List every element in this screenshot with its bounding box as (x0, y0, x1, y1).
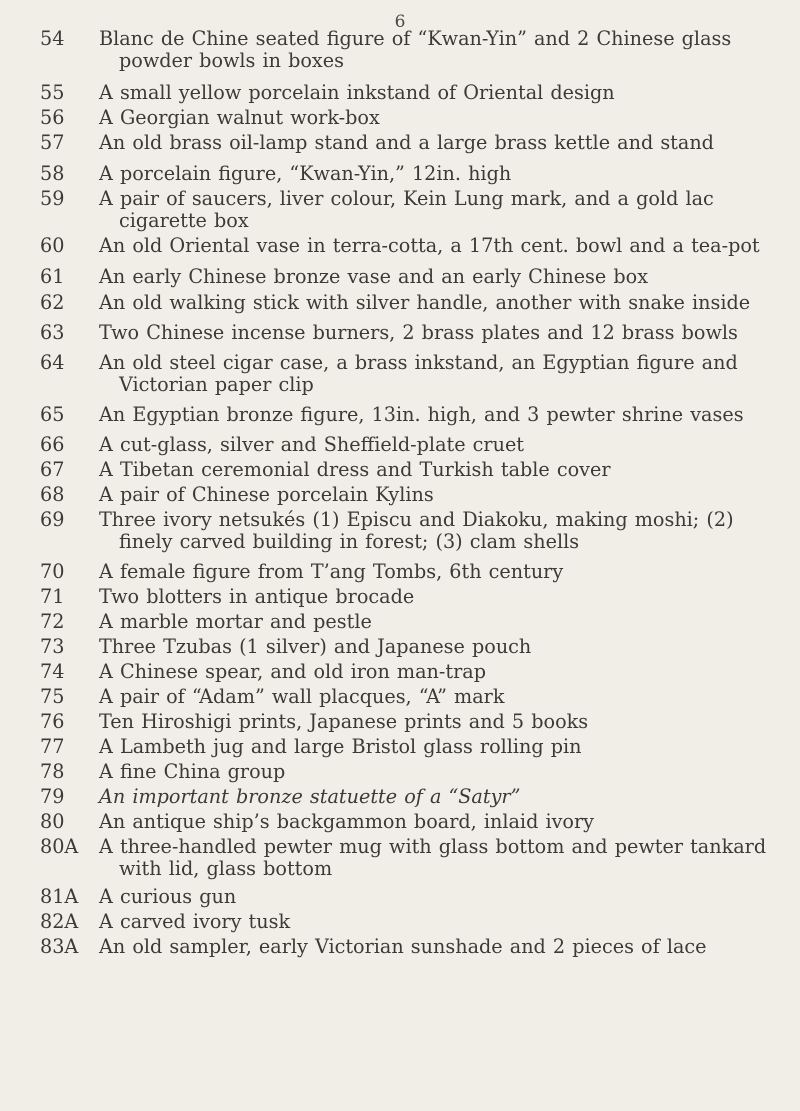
lot-description: A curious gun (99, 885, 237, 908)
lot-description: A marble mortar and pestle (99, 610, 372, 633)
lot-number: 58 (40, 162, 65, 185)
lot-number: 78 (40, 760, 65, 783)
lot-description: A Tibetan ceremonial dress and Turkish table cover (99, 458, 611, 481)
lot-description: Two Chinese incense burners, 2 brass plates and 12 brass bowls (99, 321, 738, 344)
lot-description: A female figure from T’ang Tombs, 6th century (99, 560, 564, 583)
lot-number: 81A (40, 885, 79, 908)
lot-number: 82A (40, 910, 79, 933)
lot-item (40, 661, 785, 683)
lot-number: 76 (40, 710, 65, 733)
lot-item (40, 911, 785, 933)
lot-number: 61 (40, 265, 65, 288)
lot-description: An old sampler, early Victorian sunshade and 2 pieces of lace (99, 935, 707, 958)
lot-description: Two blotters in antique brocade (99, 585, 415, 608)
lot-item (40, 636, 785, 658)
lot-item (40, 163, 785, 185)
lot-number: 77 (40, 735, 65, 758)
page-number: 6 (394, 12, 406, 32)
lot-item (40, 235, 785, 257)
lot-number: 71 (40, 585, 65, 608)
lot-item (40, 611, 785, 633)
lot-number: 80A (40, 835, 79, 858)
lot-number: 63 (40, 321, 65, 344)
lot-number: 80 (40, 810, 65, 833)
lot-item (40, 107, 785, 129)
lot-description: A pair of saucers, liver colour, Kein Lung mark, and a gold lac cigarette box (99, 187, 714, 232)
lot-description: A carved ivory tusk (99, 910, 291, 933)
lot-item (40, 322, 785, 344)
lot-number: 57 (40, 131, 65, 154)
lot-item (40, 761, 785, 783)
lot-item (40, 736, 785, 758)
lot-description: An early Chinese bronze vase and an early Chinese box (99, 265, 649, 288)
lot-description: An old Oriental vase in terra-cotta, a 17th cent. bowl and a tea-pot (99, 234, 760, 257)
lot-item (40, 292, 785, 314)
lot-number: 56 (40, 106, 65, 129)
lot-description: An old walking stick with silver handle, another with snake inside (99, 291, 751, 314)
lot-item (40, 936, 785, 958)
lot-item (40, 711, 785, 733)
lot-description: A pair of “Adam” wall placques, “A” mark (99, 685, 505, 708)
lot-item (40, 561, 785, 583)
lot-number: 75 (40, 685, 65, 708)
lot-description: A Georgian walnut work-box (99, 106, 380, 129)
lot-description: Three ivory netsukés (1) Episcu and Diakoku, making moshi; (2) finely carved building in forest; (3) clam shells (99, 508, 734, 553)
lot-item (40, 586, 785, 608)
lot-number: 79 (40, 785, 65, 808)
lot-item (40, 188, 785, 232)
lot-description: A Chinese spear, and old iron man-trap (99, 660, 486, 683)
lot-number: 83A (40, 935, 79, 958)
lot-description: A pair of Chinese porcelain Kylins (99, 483, 434, 506)
lot-number: 74 (40, 660, 65, 683)
lot-number: 67 (40, 458, 65, 481)
lot-item (40, 28, 785, 72)
lot-description: Blanc de Chine seated figure of “Kwan-Yin” and 2 Chinese glass powder bowls in boxes (99, 27, 732, 72)
lot-item (40, 484, 785, 506)
lot-item (40, 459, 785, 481)
lot-list (40, 28, 785, 958)
lot-item (40, 786, 785, 808)
lot-description: A fine China group (99, 760, 286, 783)
lot-number: 66 (40, 433, 65, 456)
lot-description: A three-handled pewter mug with glass bottom and pewter tankard with lid, glass bottom (99, 835, 767, 880)
lot-number: 72 (40, 610, 65, 633)
lot-item (40, 404, 785, 426)
lot-description: An old brass oil-lamp stand and a large brass kettle and stand (99, 131, 714, 154)
lot-item (40, 836, 785, 880)
lot-description: A porcelain figure, “Kwan-Yin,” 12in. high (99, 162, 512, 185)
lot-description: An Egyptian bronze figure, 13in. high, and 3 pewter shrine vases (99, 403, 744, 426)
lot-item (40, 686, 785, 708)
lot-number: 73 (40, 635, 65, 658)
lot-description: Three Tzubas (1 silver) and Japanese pouch (99, 635, 532, 658)
lot-description: A small yellow porcelain inkstand of Oriental design (99, 81, 615, 104)
lot-number: 70 (40, 560, 65, 583)
lot-description: Ten Hiroshigi prints, Japanese prints and 5 books (99, 710, 589, 733)
lot-item (40, 811, 785, 833)
lot-item (40, 886, 785, 908)
lot-number: 55 (40, 81, 65, 104)
lot-description: An antique ship’s backgammon board, inlaid ivory (99, 810, 594, 833)
lot-item (40, 266, 785, 288)
lot-number: 59 (40, 187, 65, 210)
lot-item (40, 509, 785, 553)
lot-item (40, 82, 785, 104)
lot-number: 65 (40, 403, 65, 426)
lot-item (40, 132, 785, 154)
lot-description: An old steel cigar case, a brass inkstand, an Egyptian figure and Victorian paper clip (99, 351, 738, 396)
lot-description: A cut-glass, silver and Sheffield-plate cruet (99, 433, 525, 456)
lot-number: 62 (40, 291, 65, 314)
lot-description: An important bronze statuette of a “Satyr” (99, 785, 521, 808)
lot-item (40, 434, 785, 456)
lot-item (40, 352, 785, 396)
lot-number: 68 (40, 483, 65, 506)
lot-description: A Lambeth jug and large Bristol glass rolling pin (99, 735, 582, 758)
lot-number: 69 (40, 508, 65, 531)
lot-number: 54 (40, 27, 65, 50)
lot-number: 60 (40, 234, 65, 257)
lot-number: 64 (40, 351, 65, 374)
